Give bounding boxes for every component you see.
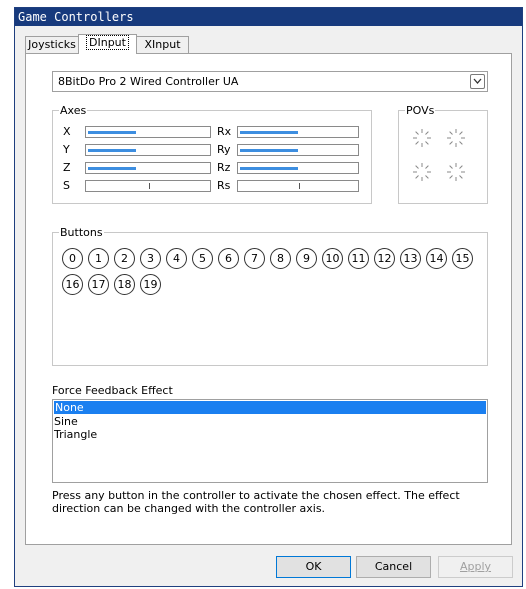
button-indicator: 19 xyxy=(140,274,161,295)
dinput-panel xyxy=(25,53,512,545)
axis-bar xyxy=(85,180,211,192)
pov-indicator-icon xyxy=(445,127,467,149)
tab-label: XInput xyxy=(144,38,181,51)
buttons-group xyxy=(52,226,488,366)
list-item[interactable]: Triangle xyxy=(54,428,98,441)
axis-fill xyxy=(88,167,136,170)
buttons-group-label: Buttons xyxy=(60,226,103,239)
axis-center-tick xyxy=(149,183,150,189)
controller-select[interactable] xyxy=(52,71,488,92)
button-indicator: 8 xyxy=(270,248,291,269)
button-indicator: 4 xyxy=(166,248,187,269)
tab-label: Joysticks xyxy=(28,38,76,51)
tab-xinput[interactable] xyxy=(136,36,189,54)
axis-bar xyxy=(85,126,211,138)
povs-group-label: POVs xyxy=(406,104,435,117)
button-indicator: 16 xyxy=(62,274,83,295)
button-indicator: 10 xyxy=(322,248,343,269)
tab-label: DInput xyxy=(86,35,129,50)
axis-label: Y xyxy=(63,143,70,156)
axis-label: Rx xyxy=(217,125,232,138)
axis-bar xyxy=(237,162,359,174)
button-indicator: 1 xyxy=(88,248,109,269)
axis-bar xyxy=(237,144,359,156)
button-indicator: 18 xyxy=(114,274,135,295)
button-indicator: 17 xyxy=(88,274,109,295)
button-indicator: 13 xyxy=(400,248,421,269)
chevron-down-icon[interactable] xyxy=(470,74,485,89)
button-indicator: 3 xyxy=(140,248,161,269)
axis-label: Rs xyxy=(217,179,231,192)
axis-fill xyxy=(240,131,298,134)
pov-indicator-icon xyxy=(411,127,433,149)
axis-label: Ry xyxy=(217,143,231,156)
povs-group xyxy=(398,104,488,204)
tab-dinput[interactable] xyxy=(78,34,137,54)
button-indicator: 7 xyxy=(244,248,265,269)
tab-joysticks[interactable] xyxy=(25,36,79,54)
axis-bar xyxy=(237,180,359,192)
axis-bar xyxy=(85,144,211,156)
button-indicator: 9 xyxy=(296,248,317,269)
button-indicator: 14 xyxy=(426,248,447,269)
controller-select-value: 8BitDo Pro 2 Wired Controller UA xyxy=(58,75,239,88)
axis-fill xyxy=(240,167,298,170)
pov-indicator-icon xyxy=(411,161,433,183)
axes-group-label: Axes xyxy=(60,104,87,117)
apply-button[interactable] xyxy=(438,556,513,578)
axis-center-tick xyxy=(299,183,300,189)
button-indicator: 12 xyxy=(374,248,395,269)
cancel-button[interactable]: Cancel xyxy=(356,556,431,578)
axis-fill xyxy=(88,149,136,152)
list-item[interactable]: None xyxy=(54,401,486,414)
axes-group xyxy=(52,104,372,204)
window-title: Game Controllers xyxy=(15,8,522,26)
axis-bar xyxy=(237,126,359,138)
axis-label: X xyxy=(63,125,71,138)
force-feedback-label: Force Feedback Effect xyxy=(52,384,173,397)
axis-bar xyxy=(85,162,211,174)
axis-label: Z xyxy=(63,161,71,174)
pov-indicator-icon xyxy=(445,161,467,183)
button-indicator: 6 xyxy=(218,248,239,269)
list-item[interactable]: Sine xyxy=(54,415,78,428)
button-indicator: 11 xyxy=(348,248,369,269)
button-indicator: 2 xyxy=(114,248,135,269)
button-indicator: 5 xyxy=(192,248,213,269)
force-feedback-list[interactable] xyxy=(52,399,488,483)
button-indicator: 15 xyxy=(452,248,473,269)
game-controllers-window xyxy=(14,7,523,587)
ok-button[interactable]: OK xyxy=(276,556,351,578)
force-feedback-hint: Press any button in the controller to activate the chosen effect. The effect direction can be changed with the controller axis. xyxy=(52,489,460,515)
axis-fill xyxy=(240,149,298,152)
axis-fill xyxy=(88,131,136,134)
button-indicator: 0 xyxy=(62,248,83,269)
axis-label: Rz xyxy=(217,161,231,174)
axis-label: S xyxy=(63,179,70,192)
apply-label: Apply xyxy=(459,560,492,573)
